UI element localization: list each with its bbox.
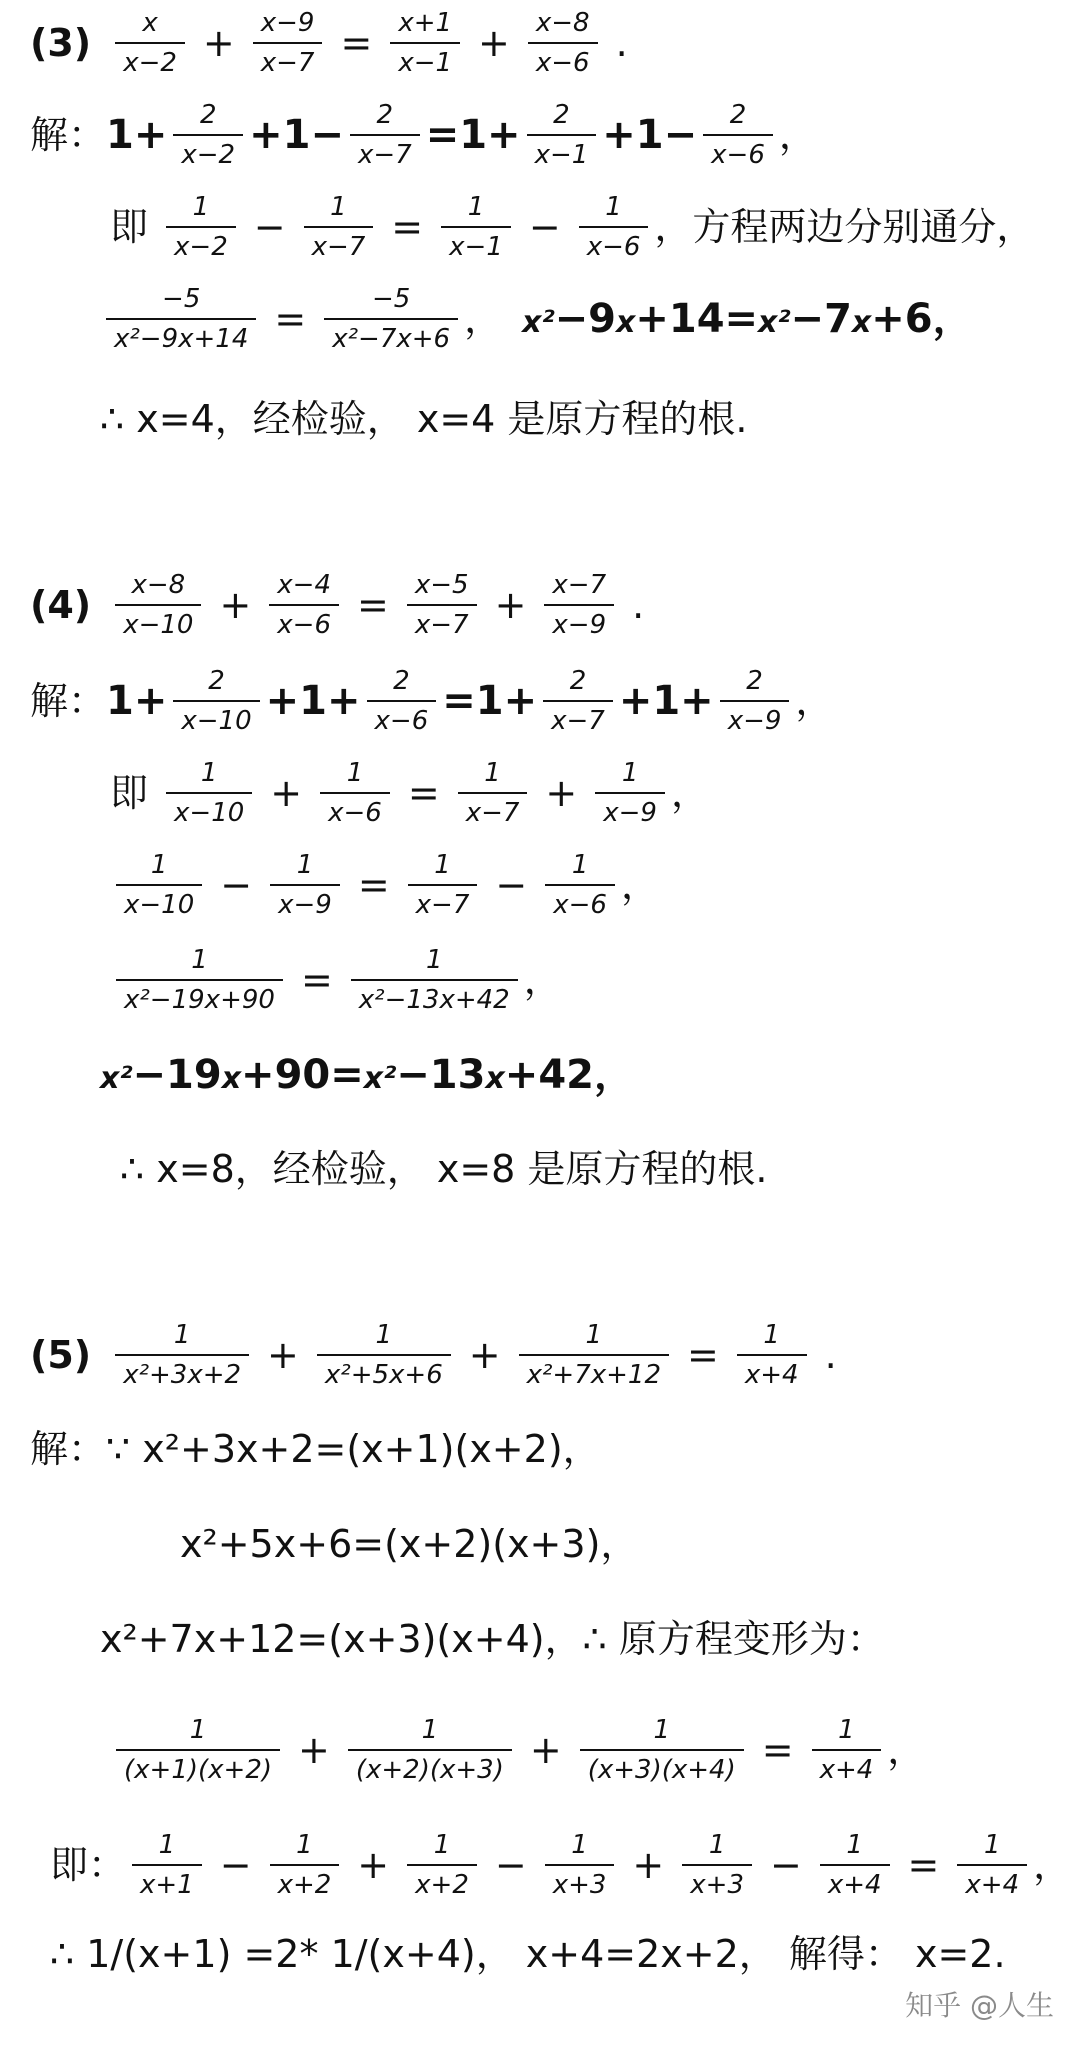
problem-3-statement: (3) $\frac{x}{x-2}$ + $\frac{x-9}{x-7}$ = $\frac{x+1}{x-1}$ + $\frac{x-8}{x-6}$ . — [30, 8, 628, 78]
problem-4-statement: (4) $\frac{x-8}{x-10}$ + $\frac{x-4}{x-6}$ = $\frac{x-5}{x-7}$ + $\frac{x-7}{x-9}$ . — [30, 570, 645, 640]
p3-line-1: 解： 1+ $\frac{2}{x-2}$ +1− $\frac{2}{x-7}$ =1+ $\frac{2}{x-1}$ +1− $\frac{2}{x-6}$ ， — [30, 100, 817, 170]
p5-line-5: 即： $\frac{1}{x+1}$ − $\frac{1}{x+2}$ + $\frac{1}{x+2}$ − $\frac{1}{x+3}$ + $\frac{1}{x+3}$ − $\frac{1}{x+4}$ = $\frac{1}{x+4}$ ， — [50, 1830, 1072, 1900]
problem-5-statement: (5) $\frac{1}{\text{x²+3x+2}}$ + $\frac{1}{\text{x²+5x+6}}$ + $\frac{1}{\text{x²+7x+12}}$ = $\frac{1}{x+4}$ . — [30, 1320, 837, 1390]
p4-line-2: 即 $\frac{1}{x-10}$ + $\frac{1}{x-6}$ = $\frac{1}{x-7}$ + $\frac{1}{x-9}$ ， — [110, 758, 709, 828]
p4-line-6: ∴ x=8，经检验， x=8 是原方程的根. — [120, 1147, 768, 1191]
problem-3-label: (3) — [30, 21, 92, 65]
p4-line-5: x²−19x+90=x²−13x+42， — [100, 1052, 634, 1098]
p5-line-6: ∴ 1/(x+1) =2* 1/(x+4)， x+4=2x+2， 解得： x=2. — [50, 1932, 1006, 1976]
p5-line-1: 解：∵ x²+3x+2=(x+1)(x+2)， — [30, 1427, 601, 1471]
p3-line-3: $\frac{-5}{\text{x²−9x+14}}$ = $\frac{-5}{\text{x²−7x+6}}$ ， x²−9x+14=x²−7x+6， — [100, 284, 973, 354]
p5-line-4: $\frac{1}{(x+1)(x+2)}$ + $\frac{1}{(x+2)(x+3)}$ + $\frac{1}{(x+3)(x+4)}$ = $\frac{1}{x+4}$ ， — [110, 1715, 925, 1785]
watermark: 知乎 @人生 — [905, 1989, 1054, 2022]
p3-line-2: 即 $\frac{1}{x-2}$ − $\frac{1}{x-7}$ = $\frac{1}{x-1}$ − $\frac{1}{x-6}$ ，方程两边分别通分， — [110, 192, 1035, 262]
p4-line-3: $\frac{1}{x-10}$ − $\frac{1}{x-9}$ = $\frac{1}{x-7}$ − $\frac{1}{x-6}$ ， — [110, 850, 659, 920]
p4-line-4: $\frac{1}{\text{x²−19x+90}}$ = $\frac{1}{\text{x²−13x+42}}$ ， — [110, 945, 562, 1015]
p5-line-2: x²+5x+6=(x+2)(x+3)， — [180, 1522, 639, 1566]
p5-line-3: x²+7x+12=(x+3)(x+4)，∴ 原方程变形为： — [100, 1617, 885, 1661]
p3-line-4: ∴ x=4，经检验， x=4 是原方程的根. — [100, 397, 748, 441]
p4-line-1: 解： 1+ $\frac{2}{x-10}$ +1+ $\frac{2}{x-6}$ =1+ $\frac{2}{x-7}$ +1+ $\frac{2}{x-9}$ ， — [30, 666, 834, 736]
